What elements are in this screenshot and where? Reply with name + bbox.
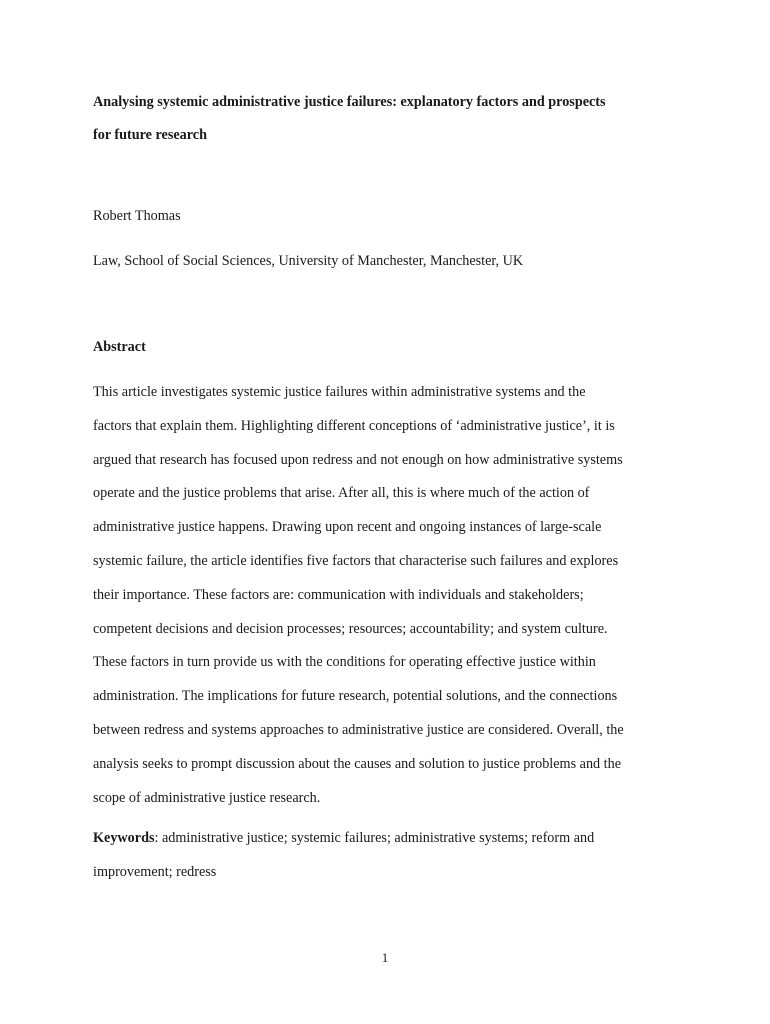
abstract-line: factors that explain them. Highlighting different conceptions of ‘administrative justice’, it is <box>93 417 615 434</box>
abstract-line: administration. The implications for future research, potential solutions, and the connections <box>93 688 618 705</box>
abstract-line: competent decisions and decision processes; resources; accountability; and system culture. <box>93 620 608 637</box>
title-line-1: Analysing systemic administrative justice failures: explanatory factors and prospects <box>93 94 606 110</box>
abstract-line: argued that research has focused upon redress and not enough on how administrative systems <box>93 451 623 468</box>
page-number: 1 <box>381 950 389 965</box>
keywords-section <box>93 822 683 890</box>
keywords-label: Keywords <box>93 830 155 846</box>
abstract-line: operate and the justice problems that arise. After all, this is where much of the action of <box>93 485 590 502</box>
abstract-body <box>93 376 683 815</box>
abstract-line: systemic failure, the article identifies five factors that characterise such failures and explores <box>93 552 619 569</box>
abstract-line: administrative justice happens. Drawing upon recent and ongoing instances of large-scale <box>93 519 602 536</box>
paper-title <box>93 86 673 152</box>
keywords-line-2: improvement; redress <box>93 863 217 880</box>
abstract-line: their importance. These factors are: communication with individuals and stakeholders; <box>93 586 584 603</box>
title-line-2: for future research <box>93 127 207 143</box>
author-affiliation: Law, School of Social Sciences, University of Manchester, Manchester, UK <box>93 253 524 269</box>
abstract-line: This article investigates systemic justice failures within administrative systems and the <box>93 384 586 400</box>
abstract-line: between redress and systems approaches to administrative justice are considered. Overall, the <box>93 721 624 738</box>
author-name: Robert Thomas <box>93 208 181 224</box>
keywords-list-part-1: : administrative justice; systemic failures; administrative systems; reform and <box>154 830 595 846</box>
abstract-line: These factors in turn provide us with the conditions for operating effective justice within <box>93 654 596 671</box>
keywords-line-1 <box>93 822 683 856</box>
abstract-line: analysis seeks to prompt discussion about the causes and solution to justice problems and the <box>93 755 622 772</box>
abstract-line: scope of administrative justice research. <box>93 789 321 806</box>
abstract-heading: Abstract <box>93 339 146 355</box>
